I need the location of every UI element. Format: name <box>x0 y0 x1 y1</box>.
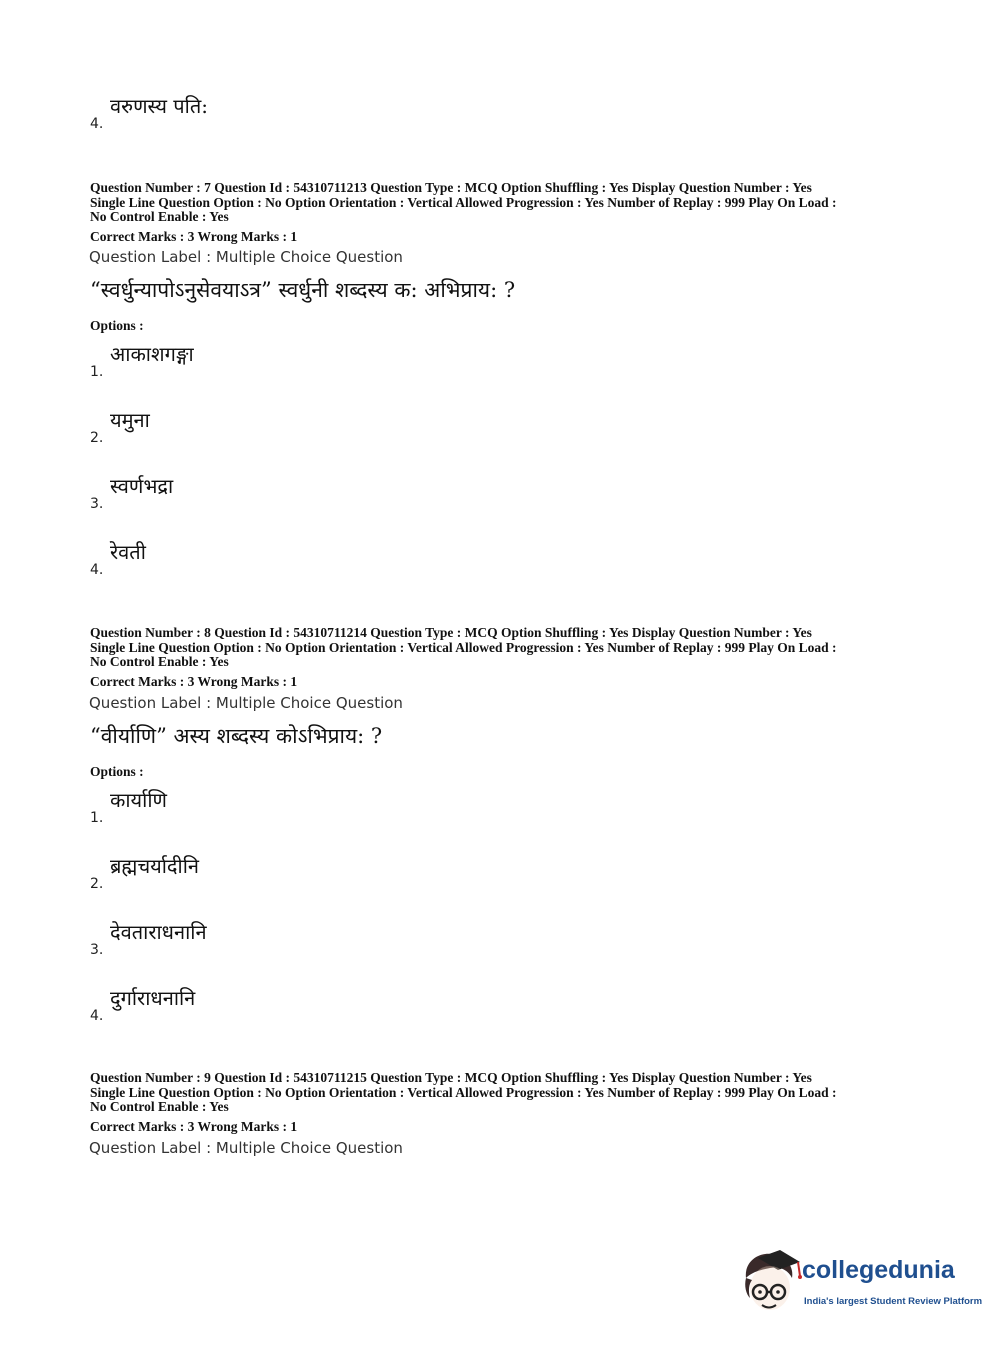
option-text: ब्रह्मचर्यादीनि <box>110 854 199 878</box>
meta-line-3: No Control Enable : Yes <box>90 1099 229 1114</box>
question-7-text: “स्वर्धुन्यापोऽनुसेवयाऽत्र” स्वर्धुनी शब्दस्य क: अभिप्राय: ? <box>90 278 516 302</box>
question-7-option-1 <box>90 340 490 380</box>
question-8-option-4 <box>90 984 490 1024</box>
option-number: 4. <box>90 562 104 578</box>
meta-line-2: Single Line Question Option : No Option Orientation : Vertical Allowed Progression : Yes Number of Replay : 999 Play On Load : <box>90 639 837 655</box>
prev-question-option-4 <box>90 92 490 132</box>
question-7-option-4 <box>90 538 490 578</box>
option-text: देवताराधनानि <box>110 920 207 944</box>
option-text: रेवती <box>110 540 146 564</box>
option-number: 2. <box>90 430 104 446</box>
option-number: 1. <box>90 364 104 380</box>
option-text: स्वर्णभद्रा <box>110 474 174 498</box>
meta-line-2: Single Line Question Option : No Option Orientation : Vertical Allowed Progression : Yes Number of Replay : 999 Play On Load : <box>90 1084 837 1100</box>
question-9-meta <box>90 1071 920 1115</box>
question-7-marks: Correct Marks : 3 Wrong Marks : 1 <box>90 229 298 244</box>
logo-brand-name: collegedunia <box>802 1256 955 1284</box>
option-text: यमुना <box>110 408 150 432</box>
question-8-label: Question Label : Multiple Choice Question <box>89 694 403 712</box>
meta-line-1: Question Number : 8 Question Id : 54310711214 Question Type : MCQ Option Shuffling : Yes Display Question Number : Yes <box>90 625 812 640</box>
question-7-options-heading: Options : <box>90 318 144 333</box>
meta-line-3: No Control Enable : Yes <box>90 654 229 669</box>
option-text: दुर्गाराधनानि <box>110 986 196 1010</box>
logo-tagline: India's largest Student Review Platform <box>804 1296 983 1307</box>
option-number: 4. <box>90 1008 104 1024</box>
question-9-marks: Correct Marks : 3 Wrong Marks : 1 <box>90 1119 298 1134</box>
question-8-text: “वीर्याणि” अस्य शब्दस्य कोऽभिप्राय: ? <box>90 724 383 748</box>
option-number: 4. <box>90 116 104 132</box>
option-number: 1. <box>90 810 104 826</box>
question-8-meta <box>90 626 920 670</box>
question-9-label: Question Label : Multiple Choice Question <box>89 1139 403 1157</box>
option-text: वरुणस्य पति: <box>110 94 208 118</box>
meta-line-3: No Control Enable : Yes <box>90 209 229 224</box>
collegedunia-logo <box>740 1248 983 1320</box>
question-7-option-2 <box>90 406 490 446</box>
option-text: आकाशगङ्गा <box>110 342 194 366</box>
question-7-option-3 <box>90 472 490 512</box>
question-8-option-2 <box>90 852 490 892</box>
question-8-option-3 <box>90 918 490 958</box>
question-8-option-1 <box>90 786 490 826</box>
meta-line-1: Question Number : 7 Question Id : 54310711213 Question Type : MCQ Option Shuffling : Yes Display Question Number : Yes <box>90 180 812 195</box>
question-7-label: Question Label : Multiple Choice Question <box>89 248 403 266</box>
question-8-options-heading: Options : <box>90 764 144 779</box>
mascot-icon <box>740 1248 802 1320</box>
option-text: कार्याणि <box>110 788 167 812</box>
option-number: 2. <box>90 876 104 892</box>
question-7-meta <box>90 181 920 225</box>
meta-line-1: Question Number : 9 Question Id : 54310711215 Question Type : MCQ Option Shuffling : Yes Display Question Number : Yes <box>90 1070 812 1085</box>
option-number: 3. <box>90 942 104 958</box>
option-number: 3. <box>90 496 104 512</box>
meta-line-2: Single Line Question Option : No Option Orientation : Vertical Allowed Progression : Yes Number of Replay : 999 Play On Load : <box>90 194 837 210</box>
question-8-marks: Correct Marks : 3 Wrong Marks : 1 <box>90 674 298 689</box>
